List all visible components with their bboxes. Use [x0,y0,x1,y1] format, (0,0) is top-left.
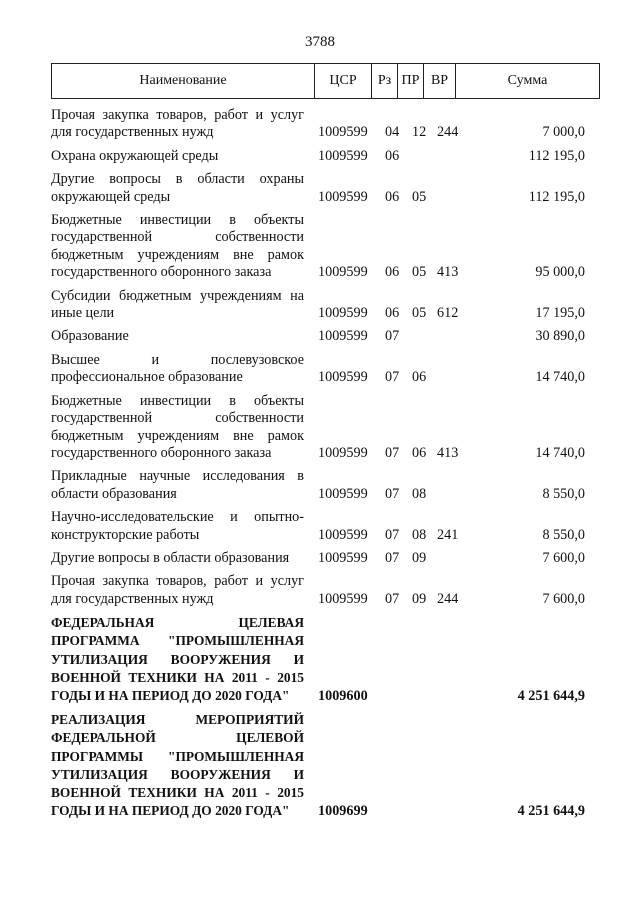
row-csr: 1009599 [318,590,368,607]
row-csr: 1009599 [318,526,368,543]
row-sum: 14 740,0 [535,369,585,386]
row-name: Образование [51,328,129,345]
row-name: Другие вопросы в области образования [51,549,290,566]
row-csr: 1009599 [318,124,368,141]
row-rz: 07 [385,369,400,386]
table-row [51,711,600,820]
row-rz: 06 [385,147,400,164]
row-csr: 1009600 [318,687,368,704]
table-row [51,468,600,503]
row-sum: 112 195,0 [528,147,585,164]
row-name: РЕАЛИЗАЦИЯ МЕРОПРИЯТИЙ ФЕДЕРАЛЬНОЙ ЦЕЛЕВОЙ ПРОГРАММЫ "ПРОМЫШЛЕННАЯ УТИЛИЗАЦИЯ ВООРУЖЕНИЯ И ВОЕННОЙ ТЕХНИКИ НА 2011 - 2015 ГОДЫ И НА ПЕРИОД ДО 2020 ГОДА" [51,712,304,819]
table-header [51,63,600,99]
row-sum: 17 195,0 [535,305,585,322]
row-sum: 14 740,0 [535,444,585,461]
row-name: Бюджетные инвестиции в объекты государственной собственности бюджетным учреждениям вне рамок государственного оборонного заказа [51,392,304,461]
row-csr: 1009599 [318,485,368,502]
row-rz: 06 [385,264,400,281]
row-rz: 07 [385,328,400,345]
row-name: Научно-исследовательские и опытно-конструкторские работы [51,509,304,543]
row-pr: 12 [412,124,427,141]
row-vr: 612 [437,305,459,322]
row-vr: 244 [437,124,459,141]
row-csr: 1009599 [318,328,368,345]
row-name: Субсидии бюджетным учреждениям на иные цели [51,287,304,322]
row-pr: 06 [412,444,427,461]
row-rz: 04 [385,124,400,141]
table-row [51,573,600,608]
table-row [51,550,600,567]
row-name: ФЕДЕРАЛЬНАЯ ЦЕЛЕВАЯ ПРОГРАММА "ПРОМЫШЛЕННАЯ УТИЛИЗАЦИЯ ВООРУЖЕНИЯ И ВОЕННОЙ ТЕХНИКИ НА 2011 - 2015 ГОДЫ И НА ПЕРИОД ДО 2020 ГОДА" [51,615,304,703]
table-row [51,352,600,387]
row-sum: 7 000,0 [542,124,585,141]
table-row [51,614,600,705]
row-csr: 1009599 [318,147,368,164]
row-name: Другие вопросы в области охраны окружающей среды [51,171,304,205]
row-name: Охрана окружающей среды [51,147,219,164]
row-vr: 244 [437,590,459,607]
header-vr: ВР [423,64,455,98]
table-row [51,212,600,282]
row-csr: 1009599 [318,264,368,281]
row-name: Бюджетные инвестиции в объекты государственной собственности бюджетным учреждениям вне рамок государственного оборонного заказа [51,212,304,281]
row-csr: 1009599 [318,305,368,322]
row-pr: 09 [412,549,427,566]
row-sum: 4 251 644,9 [517,802,585,819]
row-rz: 06 [385,305,400,322]
row-vr: 413 [437,444,459,461]
page-number: 3788 [305,34,335,50]
row-rz: 07 [385,590,400,607]
row-pr: 09 [412,590,427,607]
row-pr: 08 [412,526,427,543]
row-sum: 7 600,0 [542,549,585,566]
row-vr: 413 [437,264,459,281]
row-csr: 1009599 [318,369,368,386]
row-pr: 06 [412,369,427,386]
row-csr: 1009599 [318,549,368,566]
table-row [51,328,600,345]
table-row [51,288,600,323]
row-sum: 112 195,0 [528,188,585,205]
row-rz: 07 [385,444,400,461]
row-name: Прикладные научные исследования в области образования [51,468,304,502]
row-rz: 07 [385,485,400,502]
header-name: Наименование [139,73,227,88]
row-sum: 30 890,0 [535,328,585,345]
row-rz: 07 [385,526,400,543]
header-csr: ЦСР [314,64,371,98]
row-csr: 1009599 [318,444,368,461]
row-name: Прочая закупка товаров, работ и услуг для государственных нужд [51,573,304,607]
row-sum: 8 550,0 [542,526,585,543]
header-pr: ПР [397,64,423,98]
row-vr: 241 [437,526,459,543]
row-sum: 8 550,0 [542,485,585,502]
header-rz: Рз [371,64,397,98]
table-row [51,171,600,206]
row-pr: 05 [412,305,427,322]
row-csr: 1009599 [318,188,368,205]
row-rz: 06 [385,188,400,205]
row-sum: 7 600,0 [542,590,585,607]
table-row [51,393,600,463]
row-sum: 4 251 644,9 [517,687,585,704]
row-csr: 1009699 [318,802,368,819]
row-sum: 95 000,0 [535,264,585,281]
row-pr: 08 [412,485,427,502]
row-rz: 07 [385,549,400,566]
table-row [51,107,600,142]
table-body [51,107,600,826]
header-sum: Сумма [455,64,599,98]
row-pr: 05 [412,264,427,281]
table-row [51,148,600,165]
row-pr: 05 [412,188,427,205]
row-name: Прочая закупка товаров, работ и услуг для государственных нужд [51,107,304,141]
row-name: Высшее и послевузовское профессиональное образование [51,351,304,386]
table-row [51,509,600,544]
